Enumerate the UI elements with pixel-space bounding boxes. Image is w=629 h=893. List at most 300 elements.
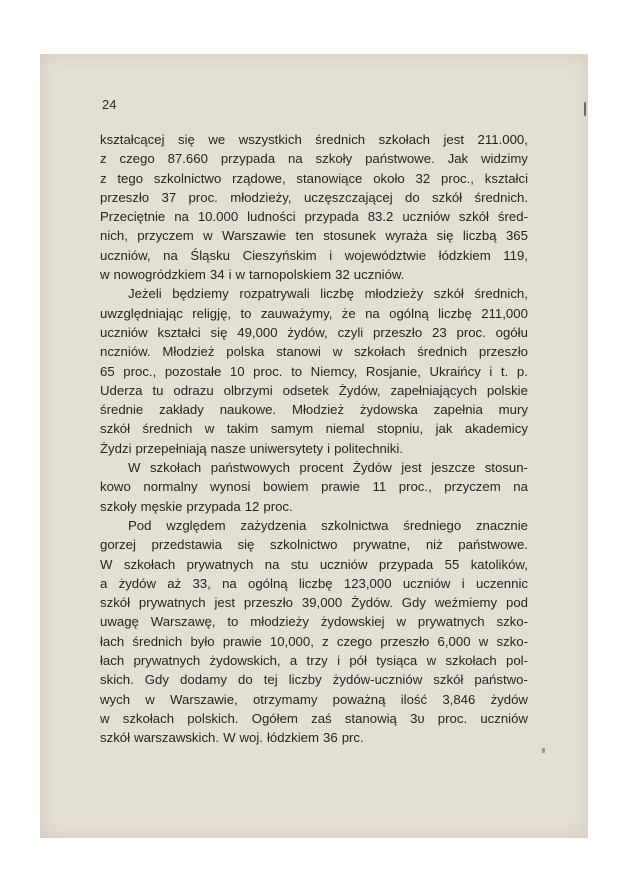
text-line	[100, 439, 528, 458]
text-line	[100, 381, 528, 400]
word: uczniów	[480, 710, 528, 726]
word: do	[238, 672, 253, 688]
word: nczniów.	[100, 344, 151, 360]
word: znacznie	[475, 517, 528, 533]
word: naukowe.	[219, 402, 277, 418]
word: normalny	[143, 479, 198, 495]
word: nasze	[210, 440, 246, 456]
word: W	[128, 460, 141, 476]
word: liczbę	[298, 575, 333, 591]
word: Śląsku	[190, 247, 231, 263]
word: uczniów.	[353, 267, 405, 283]
word: to	[240, 305, 252, 321]
word: w	[204, 421, 215, 437]
word: pół	[349, 653, 367, 669]
word: państwowych	[210, 460, 290, 476]
word: prawie	[321, 479, 360, 495]
word: pol-	[506, 653, 528, 669]
word: uczniów	[402, 209, 450, 225]
word: 32	[415, 170, 431, 186]
word: uczennic	[475, 575, 528, 591]
word: średnich	[315, 132, 366, 147]
word: wych	[100, 691, 131, 707]
word: średnich	[132, 633, 183, 649]
text-line	[100, 632, 528, 651]
word: na	[513, 479, 528, 495]
word: woj.	[239, 730, 263, 746]
text-line	[100, 149, 528, 168]
word: stu	[290, 556, 309, 572]
word: 211.000,	[477, 132, 528, 147]
word: szkolnictwa	[321, 517, 389, 533]
word: 39,000	[301, 595, 343, 611]
word: rządowe,	[232, 170, 286, 186]
word: szkołach	[445, 653, 497, 669]
word: mury	[498, 402, 528, 418]
word: szkolnictwo	[269, 537, 338, 553]
word: odrazu	[173, 382, 214, 398]
word: polska	[226, 344, 265, 360]
word: 55	[444, 556, 460, 572]
word: łach	[100, 653, 125, 669]
word: liczbą	[462, 228, 497, 244]
word: niemal	[325, 421, 365, 437]
text-line	[100, 342, 528, 361]
word: nowogródzkiem	[113, 267, 206, 283]
word: i	[461, 575, 465, 591]
word: się	[210, 324, 228, 340]
word: Uderza	[100, 382, 143, 398]
word: w	[203, 228, 213, 244]
word: przyczem	[444, 479, 501, 495]
word: na	[287, 151, 303, 167]
word: ludności	[247, 209, 296, 225]
word: prywatnych	[186, 556, 254, 572]
word: pod	[505, 595, 528, 611]
word: zauważymy,	[260, 305, 333, 321]
word: żydowska	[359, 402, 418, 418]
word: młodzieży,	[230, 189, 292, 205]
word: ogólną	[389, 305, 429, 321]
word: niż	[425, 537, 443, 553]
word: otrzymamy	[252, 691, 318, 707]
word: kształcącej	[100, 132, 165, 147]
word: było	[190, 633, 215, 649]
word: prywatnych	[133, 653, 201, 669]
word: przypada	[304, 209, 359, 225]
word: zapełniających	[390, 382, 477, 398]
word: i	[228, 267, 232, 283]
word: na	[222, 575, 237, 591]
word: szkołach	[149, 460, 202, 476]
word: liczbę	[438, 305, 472, 321]
word: Żydów,	[338, 382, 381, 398]
word: szkolnictwo	[153, 170, 222, 186]
word: Ukraińcy	[429, 363, 481, 379]
word: aż	[167, 575, 182, 591]
word: jak	[435, 421, 453, 437]
word: średnich	[417, 344, 468, 360]
word: zaś	[311, 710, 332, 726]
word: 36	[323, 730, 338, 746]
word: W	[223, 730, 236, 746]
word: 12	[244, 498, 260, 514]
word: 33,	[192, 575, 211, 591]
word: stanowiące	[296, 170, 363, 186]
word: widzimy	[481, 151, 528, 167]
word: średnie	[100, 402, 144, 418]
word: czego	[336, 633, 373, 649]
word: szkołach	[378, 132, 430, 147]
word: odsetek	[282, 382, 329, 398]
text-line	[100, 651, 528, 670]
word: 3,846	[442, 691, 476, 707]
word: średnich,	[474, 286, 528, 302]
word: się	[436, 228, 454, 244]
text-line	[100, 477, 528, 496]
word: stopniu,	[376, 421, 424, 437]
word: 10,000,	[269, 633, 314, 649]
word: proc.,	[440, 170, 474, 186]
word: 37	[161, 189, 177, 205]
word: wyraża	[385, 228, 428, 244]
word: p.	[516, 363, 528, 379]
word: 49,000	[237, 324, 278, 340]
word: na	[174, 209, 189, 225]
word: tarnopolskiem	[249, 267, 332, 283]
word: jest	[214, 595, 236, 611]
word: w	[426, 653, 437, 669]
text-line	[100, 323, 528, 342]
word: przeszło	[100, 189, 150, 205]
word: polskie	[486, 382, 528, 398]
word: 10	[229, 363, 245, 379]
word: stanowią	[344, 710, 397, 726]
word: Żydów.	[351, 595, 393, 611]
word: w	[100, 267, 110, 283]
word: 365	[505, 228, 528, 244]
word: warszawskich.	[134, 730, 220, 746]
word: państwowe.	[365, 151, 435, 167]
word: państwowe.	[458, 537, 528, 553]
text-line	[100, 670, 528, 689]
word: katolików,	[470, 556, 528, 572]
word: proc.	[253, 363, 283, 379]
word: męskie	[140, 498, 183, 514]
word: takim	[226, 421, 259, 437]
word: we	[208, 132, 226, 147]
word: szkół	[433, 672, 464, 688]
text-line	[100, 497, 528, 516]
text-line	[100, 400, 528, 419]
word: szko-	[496, 614, 528, 630]
word: stosunek	[323, 228, 376, 244]
word: ilość	[400, 691, 428, 707]
word: z	[322, 633, 329, 649]
word: przypada	[186, 498, 241, 514]
word: szkołach	[354, 344, 406, 360]
word: 65	[100, 363, 115, 379]
word: względem	[166, 517, 226, 533]
word: szkoły	[315, 151, 353, 167]
text-line	[100, 207, 528, 226]
word: 11	[372, 479, 387, 495]
word: uczniów,	[100, 247, 151, 263]
text-line	[100, 188, 528, 207]
word: 23	[431, 324, 447, 340]
word: i	[329, 247, 333, 263]
word: Młodzież	[292, 402, 345, 418]
text-line	[100, 226, 528, 245]
word: Przeciętnie	[100, 209, 166, 225]
word: przyczem	[137, 228, 194, 244]
word: prawie	[222, 633, 262, 649]
word: tego	[117, 170, 144, 186]
word: szkołach	[123, 556, 176, 572]
word: olbrzymi	[223, 382, 273, 398]
text-line	[100, 709, 528, 728]
word: 119,	[503, 247, 528, 263]
text-line	[100, 284, 528, 303]
word: bowiem	[263, 479, 309, 495]
word: uwagę	[100, 614, 139, 630]
word: na	[264, 556, 280, 572]
word: żydowskich,	[209, 653, 281, 669]
word: w	[235, 267, 246, 283]
word: stanowi	[276, 344, 321, 360]
word: Warszawie	[222, 228, 287, 244]
page-number: 24	[102, 97, 117, 112]
word: proc.,	[123, 363, 157, 379]
word: Cieszyńskim	[242, 247, 317, 263]
word: przeszło	[243, 595, 294, 611]
word: Niemcy,	[310, 363, 358, 379]
book-page	[40, 54, 588, 838]
text-line	[100, 535, 528, 554]
word: 123,000	[343, 575, 392, 591]
word: średniego	[403, 517, 462, 533]
text-line	[100, 593, 528, 612]
word: kształci	[157, 324, 201, 340]
word: Żydów	[352, 460, 392, 476]
word: żydowskiej	[320, 614, 385, 630]
word: żydów	[490, 691, 528, 707]
word: 3υ	[410, 710, 425, 726]
word: tysiąca	[376, 653, 418, 669]
word: czyli	[337, 324, 364, 340]
word: Gdy	[401, 595, 426, 611]
word: łódzkiem	[266, 730, 320, 746]
word: z	[100, 170, 107, 186]
word: w	[478, 633, 489, 649]
word: uczniów	[319, 556, 368, 572]
word: średnich.	[474, 189, 528, 205]
word: szkół	[433, 286, 464, 302]
word: uczęszczającej	[303, 189, 393, 205]
word: i	[327, 440, 331, 456]
word: proc.	[263, 498, 293, 514]
word: na	[163, 247, 178, 263]
text-line	[100, 130, 528, 149]
word: 32	[335, 267, 350, 283]
word: przepełniają	[135, 440, 207, 456]
word: proc.	[437, 710, 468, 726]
paper-speck	[584, 102, 586, 116]
word: tu	[152, 382, 164, 398]
text-line	[100, 265, 528, 284]
word: szkołach	[122, 710, 175, 726]
word: proc.,	[398, 479, 432, 495]
word: uniwersytety	[249, 440, 324, 456]
word: to	[227, 614, 239, 630]
text-line	[100, 169, 528, 188]
word: Pod	[128, 517, 152, 533]
word: liczby	[288, 672, 322, 688]
word: Warszawie,	[170, 691, 238, 707]
word: tej	[263, 672, 278, 688]
word: kształci	[484, 170, 528, 186]
word: prc.	[341, 730, 364, 746]
text-line	[100, 574, 528, 593]
word: czego	[119, 151, 155, 167]
word: w	[100, 710, 110, 726]
word: stosun-	[484, 460, 528, 476]
word: a	[100, 575, 108, 591]
word: zakłady	[159, 402, 204, 418]
word: a	[289, 653, 298, 669]
word: że	[341, 305, 356, 321]
word: rozpatrywali	[239, 286, 310, 302]
text-line	[100, 246, 528, 265]
text-line	[100, 728, 528, 747]
word: kowo	[100, 479, 131, 495]
word: zażydzenia	[240, 517, 307, 533]
word: proc.	[188, 189, 218, 205]
word: i	[337, 653, 341, 669]
word: w	[332, 344, 343, 360]
word: procent	[299, 460, 344, 476]
word: 10.000	[197, 209, 239, 225]
word: jeszcze	[431, 460, 476, 476]
word: żydów-uczniów	[332, 672, 423, 688]
word: uczniów	[100, 324, 148, 340]
word: i	[489, 363, 493, 379]
word: około	[373, 170, 405, 186]
word: skich.	[100, 672, 134, 688]
word: jest	[401, 460, 422, 476]
word: to	[291, 363, 303, 379]
word: prywatne,	[353, 537, 411, 553]
word: przypada	[220, 151, 276, 167]
word: szkół	[100, 421, 131, 437]
word: politechniki.	[334, 440, 403, 456]
word: ogółu	[495, 324, 528, 340]
word: szkół	[458, 209, 489, 225]
word: poważną	[332, 691, 386, 707]
word: szkół	[100, 595, 131, 611]
word: W	[100, 556, 113, 572]
word: będziemy	[172, 286, 229, 302]
word: łódzkiem	[438, 247, 491, 263]
word: w	[396, 614, 406, 630]
word: łach	[100, 633, 125, 649]
body-text	[100, 130, 528, 748]
word: Jak	[447, 151, 469, 167]
word: 211,000	[481, 305, 528, 321]
word: szkoły	[100, 498, 137, 514]
word: prywatnych	[417, 614, 485, 630]
text-line	[100, 419, 528, 438]
word: religję,	[192, 305, 232, 321]
word: przypada	[378, 556, 434, 572]
word: akademicy	[464, 421, 528, 437]
word: średnich	[142, 421, 193, 437]
word: 87.660	[167, 151, 208, 167]
word: śred-	[497, 209, 528, 225]
paper-speck	[542, 748, 545, 753]
word: nich,	[100, 228, 128, 244]
word: przeszło	[373, 324, 423, 340]
text-line	[100, 612, 528, 631]
word: 6,000	[437, 633, 471, 649]
word: Młodzież	[162, 344, 215, 360]
word: młodzieży	[250, 614, 309, 630]
word: Warszawę,	[150, 614, 216, 630]
word: wszystkich	[238, 132, 302, 147]
word: wynosi	[210, 479, 251, 495]
word: pozostałe	[164, 363, 222, 379]
word: szkół	[432, 189, 463, 205]
word: 83.2	[367, 209, 394, 225]
word: uczniów	[402, 575, 451, 591]
word: uwzględniając	[100, 305, 183, 321]
word: do	[405, 189, 420, 205]
text-line	[100, 458, 528, 477]
word: na	[365, 305, 380, 321]
word: w	[145, 691, 155, 707]
word: Ogółem	[251, 710, 298, 726]
word: proc.	[456, 324, 486, 340]
word: ogólną	[248, 575, 288, 591]
word: Gdy	[144, 672, 169, 688]
text-line	[100, 362, 528, 381]
word: z	[100, 151, 107, 167]
word: trzy	[306, 653, 328, 669]
text-line	[100, 555, 528, 574]
word: się	[237, 537, 255, 553]
text-line	[100, 516, 528, 535]
word: Żydzi	[100, 440, 132, 456]
word: żydów,	[287, 324, 328, 340]
word: młodzieży	[364, 286, 424, 302]
word: się	[178, 132, 195, 147]
word: polskich.	[187, 710, 239, 726]
word: prywatnych	[138, 595, 206, 611]
word: Jeżeli	[128, 286, 162, 302]
word: województwie	[344, 247, 427, 263]
word: dodamy	[180, 672, 227, 688]
word: jest	[443, 132, 465, 147]
word: liczbę	[320, 286, 354, 302]
word: samym	[270, 421, 314, 437]
word: państwo-	[474, 672, 528, 688]
word: szko-	[496, 633, 528, 649]
word: weźmiemy	[434, 595, 498, 611]
text-line	[100, 304, 528, 323]
word: 34	[209, 267, 225, 283]
word: szkół	[100, 730, 131, 746]
word: przeszło	[478, 344, 528, 360]
